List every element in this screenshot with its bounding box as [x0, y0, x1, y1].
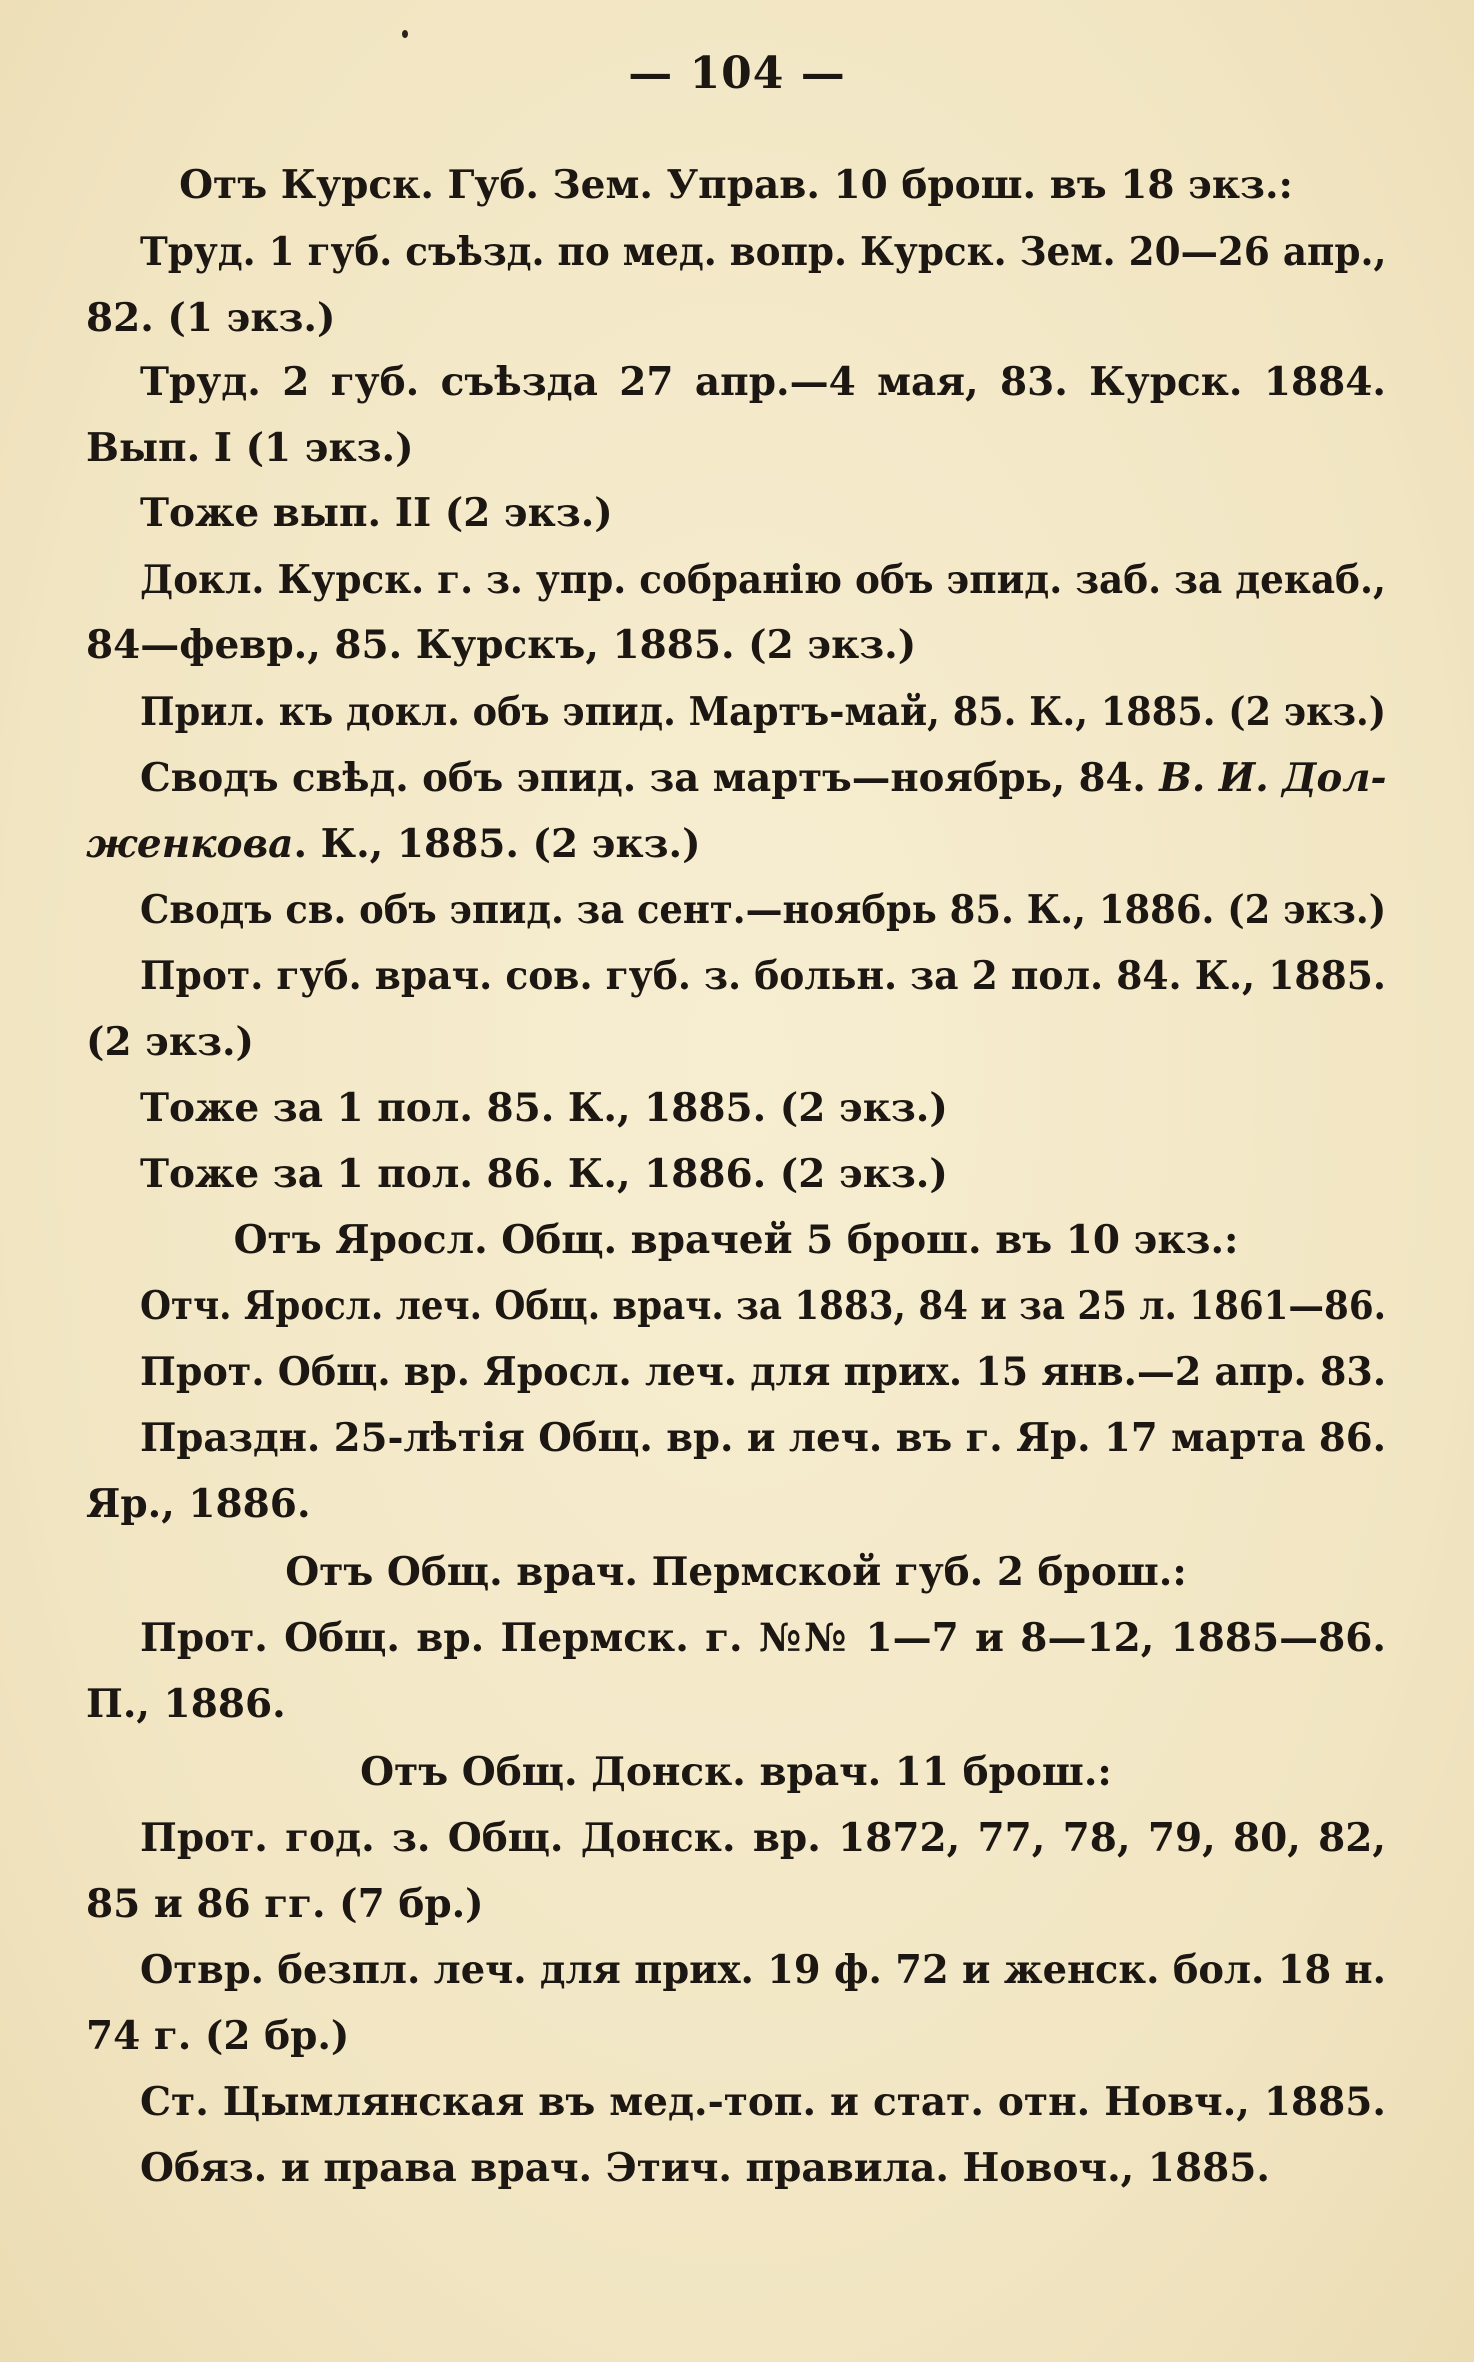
entry-text: . К., 1885. (2 экз.): [293, 821, 701, 867]
section-heading-don: Отъ Общ. Донск. врач. 11 брош.:: [360, 1749, 1112, 1795]
entry-line: 84—февр., 85. Курскъ, 1885. (2 экз.): [86, 622, 917, 668]
entry-line: Вып. I (1 экз.): [86, 425, 414, 471]
entry-line: Прот. губ. врач. сов. губ. з. больн. за 2 пол. 84. К., 1885.: [140, 953, 1387, 999]
entry-line: Обяз. и права врач. Этич. правила. Новоч., 1885.: [140, 2145, 1270, 2191]
entry-line: Праздн. 25-лѣтія Общ. вр. и леч. въ г. Яр. 17 марта 86.: [140, 1415, 1387, 1461]
entry-line: 85 и 86 гг. (7 бр.): [86, 1881, 484, 1927]
entry-text: Сводъ свѣд. объ эпид. за мартъ—ноябрь, 84.: [140, 755, 1146, 801]
entry-line: П., 1886.: [86, 1681, 286, 1727]
section-heading-perm: Отъ Общ. врач. Пермской губ. 2 брош.:: [285, 1549, 1187, 1595]
entry-line: 82. (1 экз.): [86, 295, 336, 341]
entry-line: Сводъ св. объ эпид. за сент.—ноябрь 85. К., 1886. (2 экз.): [140, 887, 1387, 933]
entry-line: Тоже за 1 пол. 86. К., 1886. (2 экз.): [140, 1151, 948, 1197]
entry-line: Прот. Общ. вр. Пермск. г. №№ 1—7 и 8—12, 1885—86.: [140, 1615, 1386, 1661]
entry-line: Ст. Цымлянская въ мед.-топ. и стат. отн. Новч., 1885.: [140, 2079, 1386, 2125]
entry-line: [86, 814, 1386, 874]
entry-line: Труд. 1 губ. съѣзд. по мед. вопр. Курск. Зем. 20—26 апр.,: [140, 229, 1387, 275]
section-heading-kursk: Отъ Курск. Губ. Зем. Управ. 10 брош. въ 18 экз.:: [179, 162, 1293, 208]
author-name-cont: женкова: [86, 821, 294, 867]
entry-line: Докл. Курск. г. з. упр. собранію объ эпид. заб. за декаб.,: [140, 557, 1386, 603]
page-number: — 104 —: [628, 48, 846, 99]
section-heading-yaroslavl: Отъ Яросл. Общ. врачей 5 брош. въ 10 экз.:: [233, 1217, 1239, 1263]
entry-line: [140, 748, 1386, 808]
entry-line: Прот. Общ. вр. Яросл. леч. для прих. 15 янв.—2 апр. 83.: [140, 1349, 1387, 1395]
entry-line: Тоже за 1 пол. 85. К., 1885. (2 экз.): [140, 1085, 948, 1131]
entry-line: Труд. 2 губ. съѣзда 27 апр.—4 мая, 83. Курск. 1884.: [140, 359, 1386, 405]
entry-line: Отч. Яросл. леч. Общ. врач. за 1883, 84 и за 25 л. 1861—86.: [140, 1283, 1387, 1329]
entry-line: 74 г. (2 бр.): [86, 2013, 350, 2059]
entry-line: Яр., 1886.: [86, 1481, 311, 1527]
ink-speck: [402, 30, 408, 38]
entry-line: Прот. год. з. Общ. Донск. вр. 1872, 77, 78, 79, 80, 82,: [140, 1815, 1386, 1861]
entry-line: (2 экз.): [86, 1019, 254, 1065]
author-name: В. И. Дол-: [1159, 755, 1387, 801]
entry-line: Тоже вып. II (2 экз.): [140, 490, 613, 536]
entry-line: Отвр. безпл. леч. для прих. 19 ф. 72 и женск. бол. 18 н.: [140, 1947, 1386, 1993]
entry-line: Прил. къ докл. объ эпид. Мартъ-май, 85. К., 1885. (2 экз.): [140, 689, 1387, 735]
